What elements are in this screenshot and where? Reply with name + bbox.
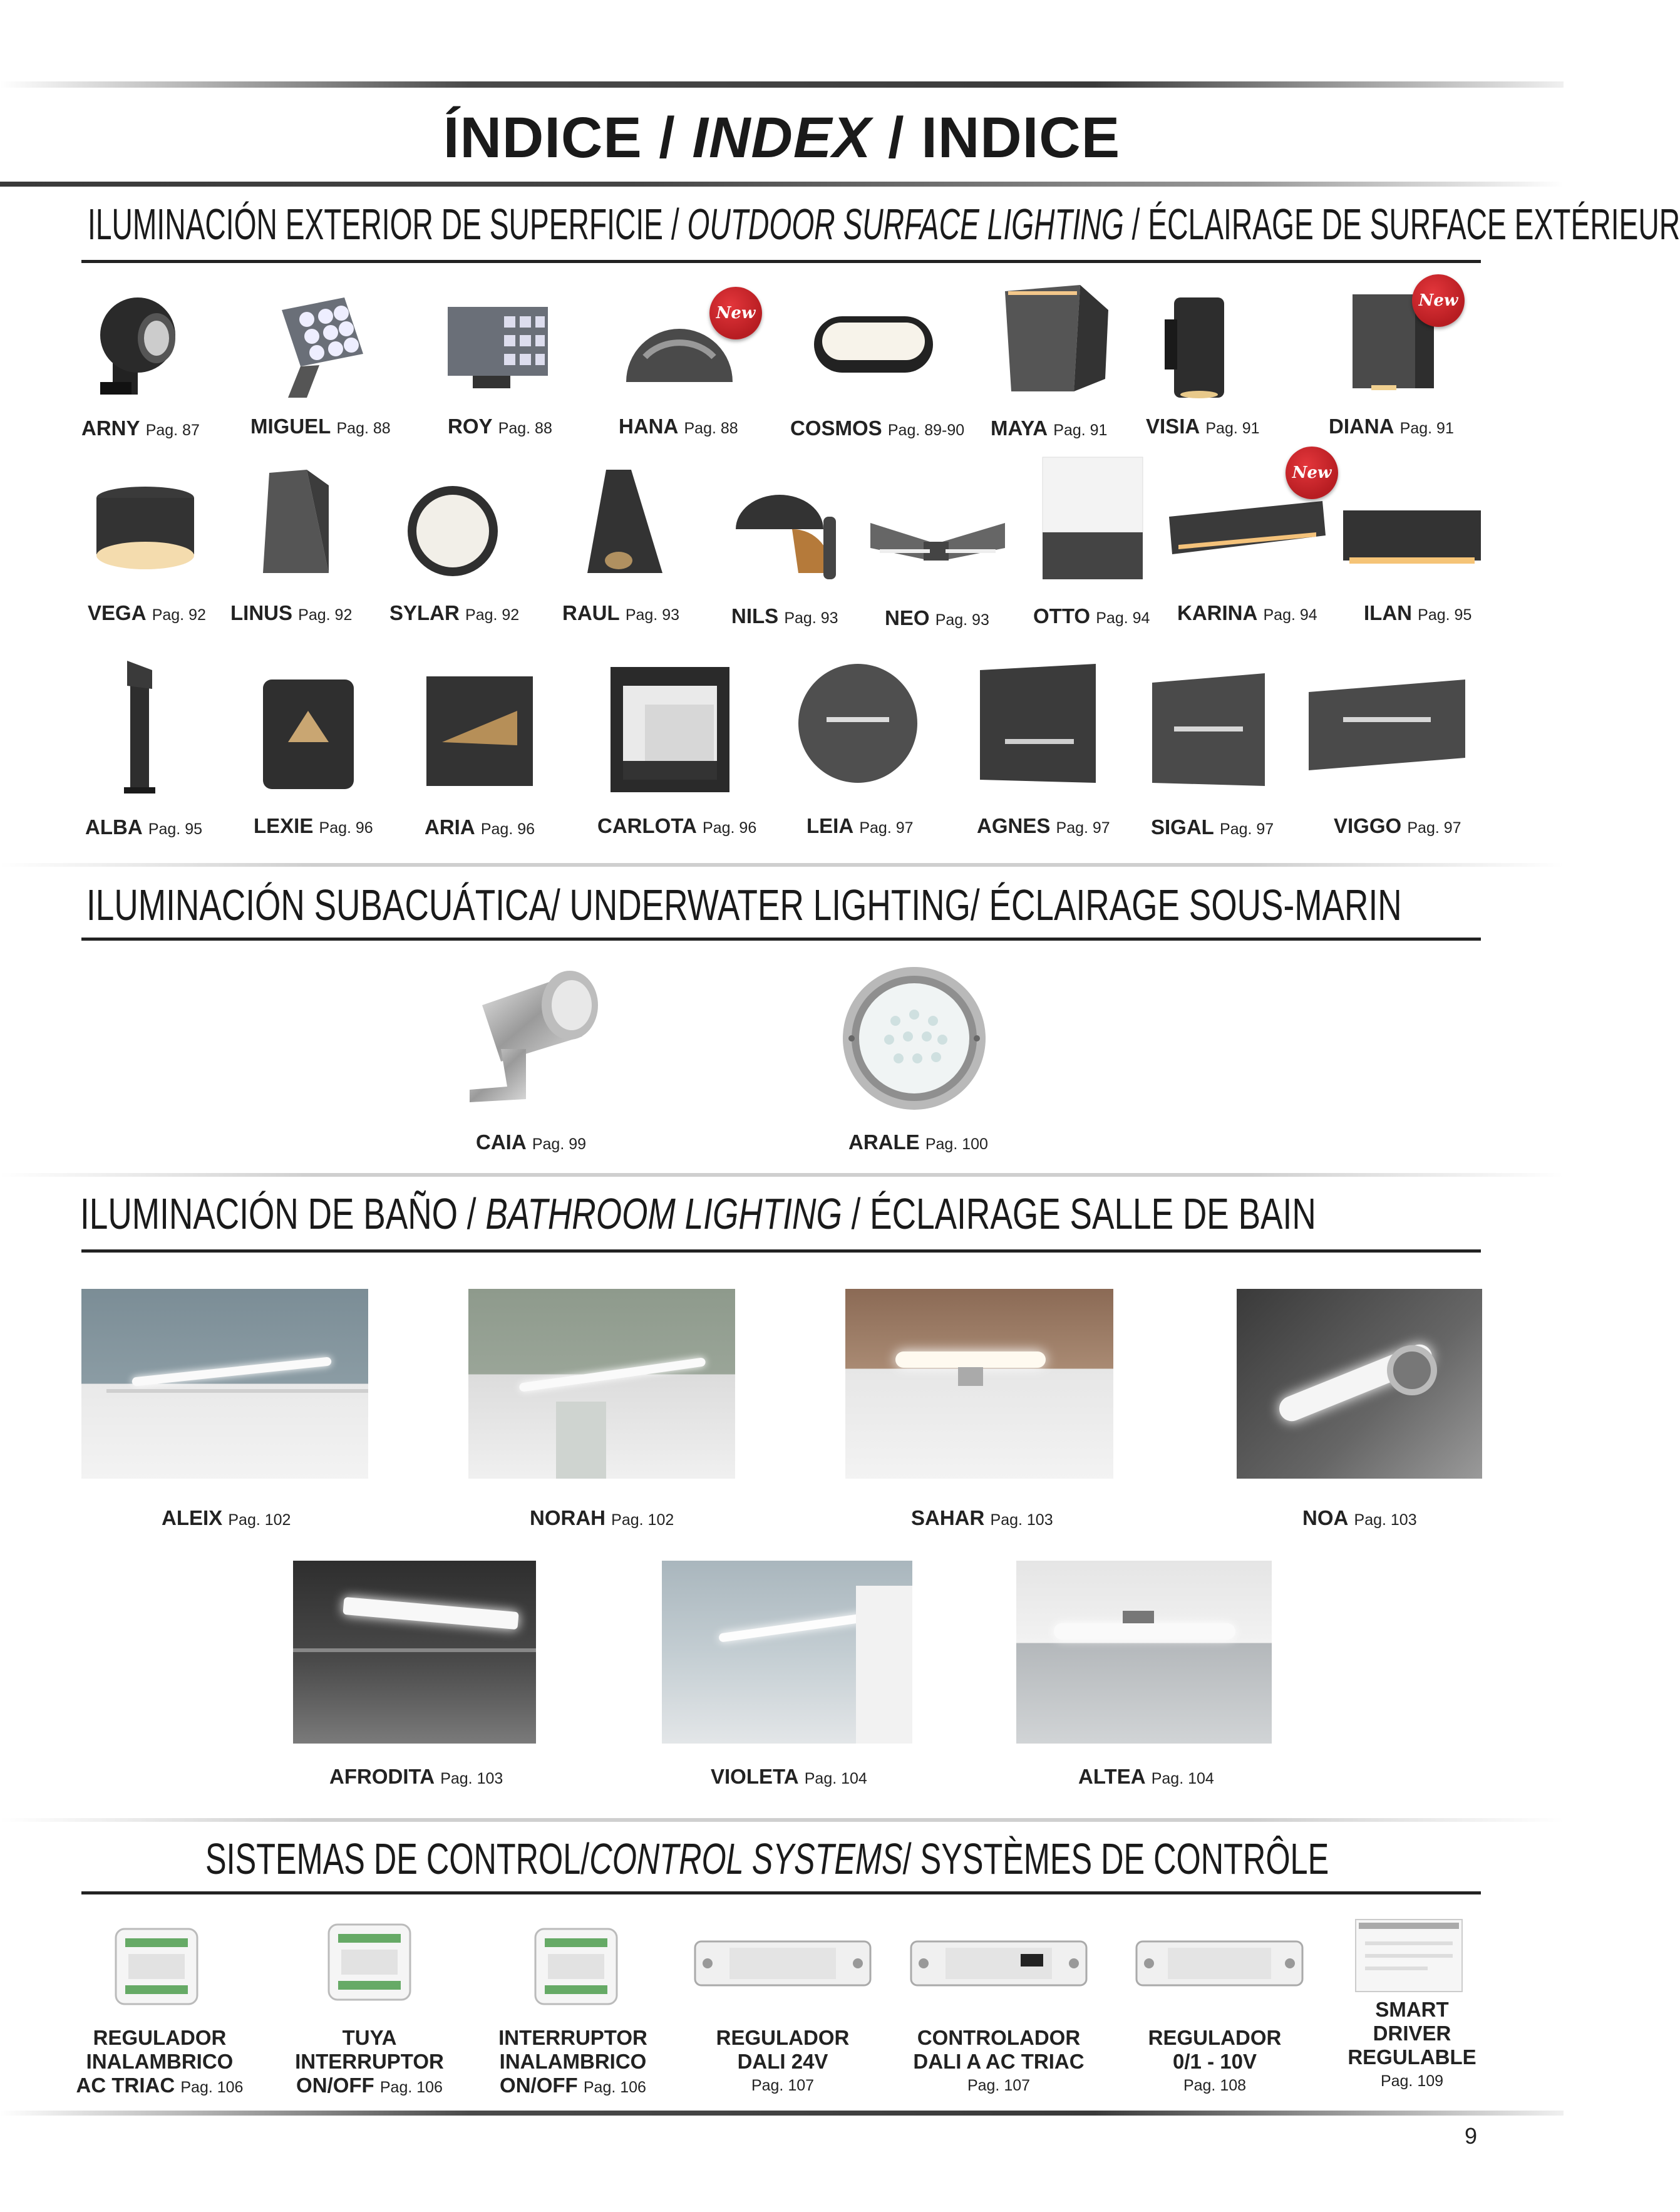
product-label: ALTEA Pag. 104 [1078, 1765, 1214, 1788]
product-label: HANA Pag. 88 [619, 415, 738, 438]
karina-lamp-image [1166, 498, 1329, 561]
visia-lamp-image [1162, 294, 1230, 401]
section-heading-bathroom: ILUMINACIÓN DE BAÑO / BATHROOM LIGHTING / ÉCLAIRAGE SALLE DE BAIN [80, 1189, 1316, 1238]
product-label: MAYA Pag. 91 [991, 416, 1108, 440]
product-label: ILAN Pag. 95 [1364, 601, 1472, 624]
product-label: ARALE Pag. 100 [848, 1130, 988, 1154]
sahar-photo [845, 1289, 1113, 1479]
divider [0, 863, 1564, 867]
lexie-lamp-image [260, 673, 357, 792]
controller-device-image [113, 1926, 200, 2007]
control-label: INTERRUPTOR INALAMBRICO ON/OFF Pag. 106 [498, 2026, 647, 2097]
page-number: 9 [1464, 2123, 1477, 2149]
afrodita-photo [293, 1561, 536, 1744]
new-badge: New [1286, 447, 1338, 499]
ilan-lamp-image [1340, 504, 1484, 570]
noa-photo [1237, 1289, 1482, 1479]
control-label: REGULADOR 0/1 - 10V Pag. 108 [1148, 2026, 1282, 2094]
product-label: SYLAR Pag. 92 [389, 601, 520, 624]
divider [0, 1173, 1564, 1177]
controller-device-image [326, 1921, 413, 2003]
product-label: VIGGO Pag. 97 [1334, 814, 1461, 837]
product-label: SIGAL Pag. 97 [1151, 815, 1274, 839]
carlota-lamp-image [607, 661, 733, 795]
leia-lamp-image [795, 661, 920, 786]
product-label: ARNY Pag. 87 [81, 416, 200, 440]
agnes-lamp-image [977, 661, 1099, 786]
product-label: NEO Pag. 93 [885, 606, 989, 629]
product-label: CARLOTA Pag. 96 [597, 814, 757, 837]
page-title: ÍNDICE / INDEX / INDICE [443, 106, 1121, 170]
sigal-lamp-image [1149, 670, 1268, 789]
controller-device-image [1353, 1916, 1465, 1995]
divider [0, 1818, 1564, 1822]
product-label: OTTO Pag. 94 [1033, 604, 1150, 628]
arny-lamp-image [88, 294, 188, 401]
violeta-photo [662, 1561, 912, 1744]
section-underline [81, 1891, 1481, 1894]
control-label: TUYA INTERRUPTOR ON/OFF Pag. 106 [295, 2026, 444, 2097]
product-label: VISIA Pag. 91 [1146, 415, 1260, 438]
control-label: REGULADOR DALI 24V Pag. 107 [716, 2026, 850, 2094]
product-label: NORAH Pag. 102 [530, 1506, 674, 1529]
controller-device-image [692, 1935, 873, 1992]
cosmos-lamp-image [811, 313, 936, 376]
product-label: MIGUEL Pag. 88 [250, 415, 391, 438]
product-label: ALBA Pag. 95 [85, 815, 203, 839]
nils-lamp-image [729, 492, 842, 582]
product-label: ALEIX Pag. 102 [162, 1506, 291, 1529]
product-label: DIANA Pag. 91 [1329, 415, 1454, 438]
product-label: NOA Pag. 103 [1302, 1506, 1417, 1529]
new-badge: New [709, 287, 762, 339]
product-label: LEXIE Pag. 96 [254, 814, 373, 837]
arale-lamp-image [839, 964, 989, 1112]
control-label: REGULADOR INALAMBRICO AC TRIAC Pag. 106 [76, 2026, 244, 2097]
controller-device-image [1133, 1935, 1306, 1992]
alba-lamp-image [118, 654, 162, 795]
product-label: LEIA Pag. 97 [807, 814, 914, 837]
vega-lamp-image [94, 485, 197, 579]
sylar-lamp-image [406, 481, 500, 581]
roy-lamp-image [441, 301, 554, 395]
product-label: AFRODITA Pag. 103 [329, 1765, 503, 1788]
product-label: SAHAR Pag. 103 [911, 1506, 1053, 1529]
product-label: CAIA Pag. 99 [476, 1130, 587, 1154]
linus-lamp-image [257, 467, 335, 582]
product-label: ARIA Pag. 96 [425, 815, 535, 839]
norah-photo [468, 1289, 735, 1479]
top-rule [0, 81, 1564, 88]
title-rule [0, 182, 1564, 187]
caia-lamp-image [457, 968, 601, 1109]
control-label: SMART DRIVER REGULABLE Pag. 109 [1348, 1998, 1476, 2090]
bottom-rule [0, 2111, 1564, 2116]
product-label: AGNES Pag. 97 [977, 814, 1110, 837]
product-label: LINUS Pag. 92 [230, 601, 353, 624]
miguel-lamp-image [263, 291, 369, 404]
product-label: VEGA Pag. 92 [88, 601, 206, 624]
product-label: RAUL Pag. 93 [562, 601, 680, 624]
product-label: COSMOS Pag. 89-90 [790, 416, 965, 440]
maya-lamp-image [999, 285, 1108, 398]
controller-device-image [532, 1926, 620, 2007]
neo-lamp-image [867, 517, 1008, 573]
product-label: ROY Pag. 88 [448, 415, 552, 438]
control-label: CONTROLADOR DALI A AC TRIAC Pag. 107 [913, 2026, 1085, 2094]
section-underline [81, 938, 1481, 941]
viggo-lamp-image [1306, 676, 1468, 773]
aleix-photo [81, 1289, 368, 1479]
section-underline [81, 260, 1481, 263]
section-heading-underwater: ILUMINACIÓN SUBACUÁTICA/ UNDERWATER LIGHTING/ ÉCLAIRAGE SOUS-MARIN [86, 881, 1402, 929]
product-label: KARINA Pag. 94 [1177, 601, 1317, 624]
aria-lamp-image [423, 673, 536, 789]
controller-device-image [908, 1935, 1090, 1992]
section-heading-outdoor: ILUMINACIÓN EXTERIOR DE SUPERFICIE / OUTDOOR SURFACE LIGHTING / ÉCLAIRAGE DE SURFACE EXTÉRIEUR [88, 200, 1680, 249]
altea-photo [1016, 1561, 1272, 1744]
raul-lamp-image [581, 467, 669, 582]
product-label: VIOLETA Pag. 104 [711, 1765, 867, 1788]
section-heading-control: SISTEMAS DE CONTROL/CONTROL SYSTEMS/ SYSTÈMES DE CONTRÔLE [205, 1834, 1329, 1883]
otto-lamp-image [1039, 454, 1146, 582]
new-badge: New [1412, 274, 1465, 327]
section-underline [81, 1249, 1481, 1253]
product-label: NILS Pag. 93 [731, 604, 838, 628]
